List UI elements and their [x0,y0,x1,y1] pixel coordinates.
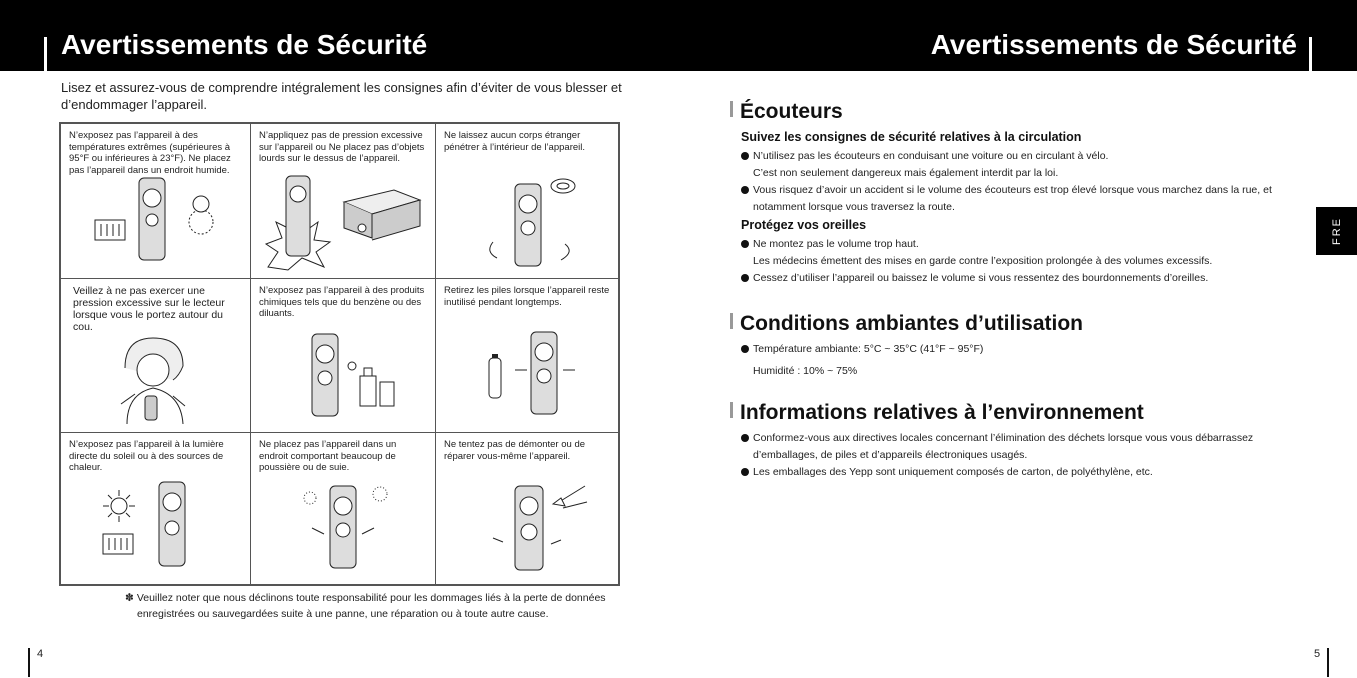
page-title-left: Avertissements de Sécurité [61,29,428,60]
bullet-ecouteurs-1 [741,148,1321,182]
warning-cell-foreign-objects [436,124,620,279]
note-line-2: enregistrées ou sauvegardées suite à une panne, une réparation ou à toute autre cause. [137,608,549,620]
bullet-text: Vous risquez d’avoir un accident si le volume des écouteurs est trop élevé lorsque vous marchez dans la rue, et [753,184,1272,196]
warning-cell-temperature [61,124,251,279]
header-right-mark [1309,37,1312,71]
note-line-1: Veuillez noter que nous déclinons toute responsabilité pour les dommages liés à la perte de données [136,592,606,604]
warning-cell-sunlight [61,433,251,584]
bullet-text: Humidité : 10% ~ 75% [753,365,858,377]
bullet-environnement-1 [741,430,1321,464]
bullet-environnement-2 [741,464,1321,481]
warning-text: Retirez les piles lorsque l’appareil reste inutilisé pendant longtemps. [444,285,610,308]
warning-text: N’appliquez pas de pression excessive sur l’appareil ou Ne placez pas d’objets lourds sur le dessus de l’appareil. [259,130,425,164]
warning-cell-pressure [251,124,436,279]
bullet-dot [741,240,749,248]
warning-text: Ne tentez pas de démonter ou de réparer vous-même l’appareil. [444,439,586,462]
bullet-dot [741,274,749,282]
bullet-ecouteurs-2 [741,182,1321,216]
warning-text: Ne laissez aucun corps étranger pénétrer à l’intérieur de l’appareil. [444,130,585,153]
bullet-text-cont: notamment lorsque vous traversez la route. [753,201,955,213]
device-illustration [251,326,435,426]
note-symbol: ✽ [125,592,134,604]
bullet-text-cont: d’emballages, de piles et d’appareils électroniques usagés. [753,449,1028,461]
subheading-circulation: Suivez les consignes de sécurité relatives à la circulation [741,130,1082,144]
conditions-humidity [741,363,1321,380]
page-mark-right [1327,648,1329,677]
bullet-dot [741,434,749,442]
language-tab [1316,207,1357,255]
bullet-dot [741,186,749,194]
page-number-left: 4 [37,648,44,660]
bullet-text: Conformez-vous aux directives locales concernant l’élimination des déchets lorsque vous vous débarrassez [753,432,1254,444]
bullet-ecouteurs-4 [741,270,1321,287]
bullet-text: N’utilisez pas les écouteurs en conduisant une voiture ou en circulant à vélo. [753,150,1109,162]
section-title-text: Informations relatives à l’environnement [740,401,1144,424]
bullet-text-cont: Les médecins émettent des mises en garde contre l’exposition prolongée à des volumes excessifs. [753,255,1213,267]
page-number-right: 5 [1314,648,1321,660]
warning-grid [59,122,620,586]
bullet-conditions-1 [741,341,1321,358]
device-illustration [251,172,435,272]
warning-text: N’exposez pas l’appareil à la lumière directe du soleil ou à des sources de chaleur. [69,439,224,473]
warning-text: Ne placez pas l’appareil dans un endroit comportant beaucoup de poussière ou de suie. [259,439,397,473]
bullet-dot [741,468,749,476]
section-mark [730,313,733,329]
bullet-dot [741,152,749,160]
page-mark-left [28,648,30,677]
warning-cell-batteries [436,279,620,433]
bullet-dot [741,345,749,353]
warning-text: N’exposez pas l’appareil à des températures extrêmes (supérieures à 95°F ou inférieures à 23°F). Ne placez pas l’appareil dans un endroit humide. [69,130,231,176]
section-title-text: Conditions ambiantes d’utilisation [740,312,1084,335]
disclaimer-note [125,590,625,622]
device-illustration [436,478,620,578]
device-illustration [61,172,250,272]
bullet-ecouteurs-3 [741,236,1321,270]
language-tab-label: FRE [1330,217,1343,245]
section-title-environnement [730,400,1144,426]
device-illustration [251,478,435,578]
device-illustration [61,478,250,578]
subheading-oreilles: Protégez vos oreilles [741,218,867,232]
device-illustration [436,172,620,272]
warning-cell-repair [436,433,620,584]
warning-cell-chemicals [251,279,436,433]
warning-cell-neck [61,279,251,433]
bullet-text-cont: C’est non seulement dangereux mais également interdit par la loi. [753,167,1059,179]
section-title-ecouteurs [730,99,843,125]
section-mark [730,101,733,117]
warning-cell-dust [251,433,436,584]
bullet-text: Les emballages des Yepp sont uniquement composés de carton, de polyéthylène, etc. [753,466,1153,478]
intro-text: Lisez et assurez-vous de comprendre intégralement les consignes afin d’éviter de vous blesser et d’endommager l’appareil. [61,80,622,112]
section-title-conditions [730,311,1083,337]
person-illustration [61,326,250,426]
section-mark [730,402,733,418]
bullet-text: Ne montez pas le volume trop haut. [753,238,919,250]
device-illustration [436,326,620,426]
header-left-mark [44,37,47,71]
bullet-text: Cessez d’utiliser l’appareil ou baissez le volume si vous ressentez des bourdonnements d’oreilles. [753,272,1209,284]
section-title-text: Écouteurs [740,100,843,123]
page-title-right: Avertissements de Sécurité [930,29,1297,60]
warning-text: N’exposez pas l’appareil à des produits chimiques tels que du benzène ou des diluants. [259,285,425,319]
warning-text: Veillez à ne pas exercer une pression excessive sur le lecteur lorsque vous le portez autour du cou. [73,285,225,333]
bullet-text: Température ambiante: 5°C ~ 35°C (41°F ~ 95°F) [753,343,984,355]
